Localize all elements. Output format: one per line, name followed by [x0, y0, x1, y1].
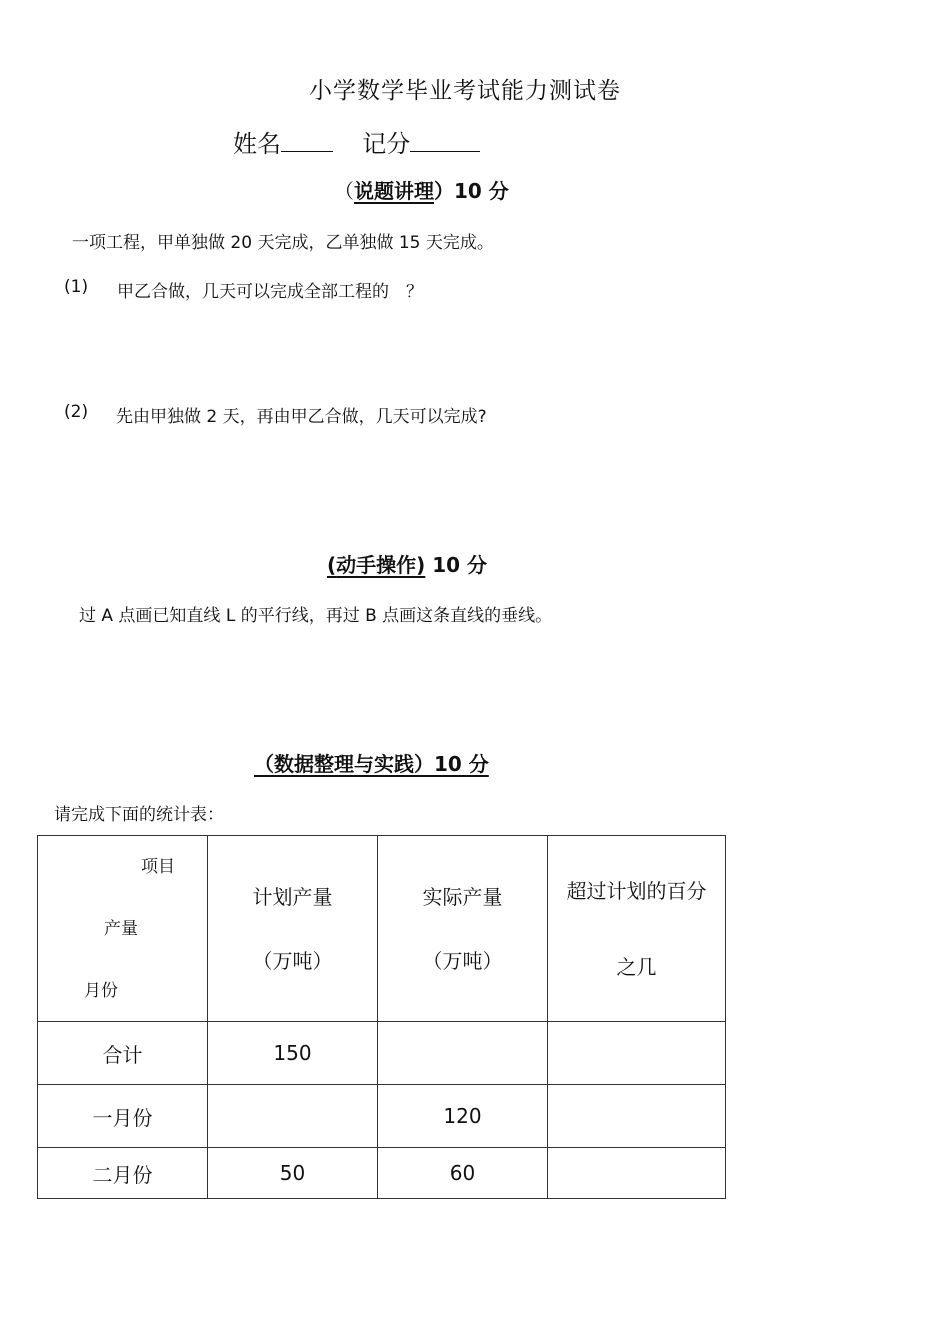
percent-over-header: 超过计划的百分 之几 — [548, 836, 726, 1022]
section1-problem: 一项工程，甲单独做 20 天完成，乙单独做 15 天完成。 — [72, 233, 494, 253]
section2-heading — [327, 549, 487, 578]
question-2-number: (2) — [64, 402, 89, 422]
score-blank[interactable] — [410, 151, 480, 152]
score-label: 记分 — [362, 130, 411, 158]
corner-item-label: 项目 — [141, 857, 175, 877]
corner-output-label: 产量 — [104, 919, 138, 939]
name-label: 姓名 — [233, 130, 281, 158]
section2-score: 10 分 — [425, 553, 488, 577]
actual-cell[interactable]: 120 — [378, 1085, 548, 1148]
question-2-text: 先由甲独做 2 天，再由甲乙合做，几天可以完成? — [116, 407, 487, 427]
planned-cell[interactable]: 50 — [208, 1148, 378, 1199]
percent-cell[interactable] — [548, 1022, 726, 1085]
page-title: 小学数学毕业考试能力测试卷 — [309, 78, 621, 104]
section3-heading: （数据整理与实践）10 分 — [254, 752, 489, 776]
planned-cell[interactable]: 150 — [208, 1022, 378, 1085]
section1-score: ）10 分 — [434, 179, 509, 203]
question-1-number: (1) — [64, 277, 89, 297]
actual-cell[interactable] — [378, 1022, 548, 1085]
actual-output-header: 实际产量 （万吨） — [378, 836, 548, 1022]
section1-heading — [334, 175, 509, 204]
row-label: 合计 — [38, 1022, 208, 1085]
table-row — [38, 1148, 726, 1199]
planned-cell[interactable] — [208, 1085, 378, 1148]
section1-title: 说题讲理 — [354, 179, 434, 203]
name-blank[interactable] — [281, 151, 333, 152]
row-label: 一月份 — [38, 1085, 208, 1148]
section2-problem: 过 A 点画已知直线 L 的平行线，再过 B 点画这条直线的垂线。 — [79, 606, 553, 626]
section1-open: （ — [334, 179, 354, 203]
actual-cell[interactable]: 60 — [378, 1148, 548, 1199]
section2-open: ( — [327, 553, 337, 577]
name-score-row — [233, 124, 480, 159]
percent-cell[interactable] — [548, 1085, 726, 1148]
section2-title: 动手操作) — [336, 553, 426, 577]
statistics-table — [37, 835, 726, 1199]
corner-month-label: 月份 — [84, 981, 118, 1001]
table-header-row — [38, 836, 726, 1022]
question-1-text: 甲乙合做，几天可以完成全部工程的 ？ — [117, 282, 423, 302]
percent-cell[interactable] — [548, 1148, 726, 1199]
row-label: 二月份 — [38, 1148, 208, 1199]
corner-header-cell — [38, 836, 208, 1022]
table-prompt: 请完成下面的统计表： — [54, 805, 224, 825]
planned-output-header: 计划产量 （万吨） — [208, 836, 378, 1022]
table-row — [38, 1085, 726, 1148]
table-row — [38, 1022, 726, 1085]
